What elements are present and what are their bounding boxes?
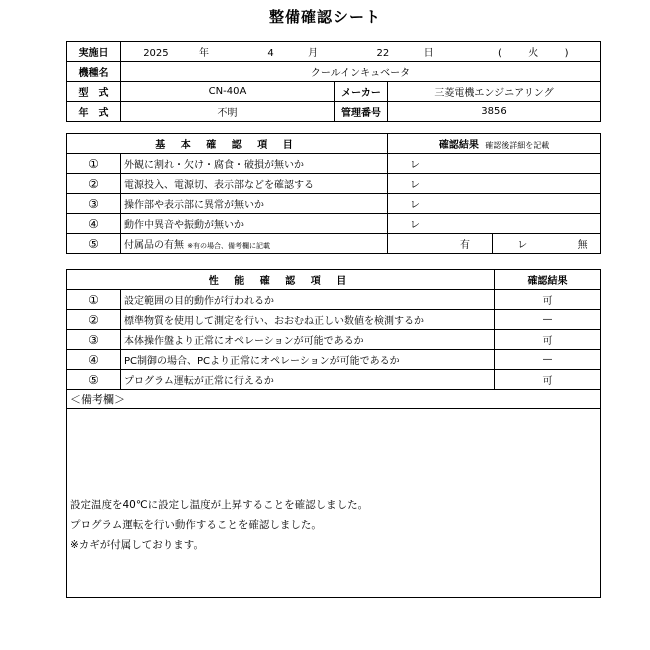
weekday-open: (	[498, 48, 502, 59]
remarks-label: ＜備考欄＞	[67, 390, 601, 409]
table-row	[67, 194, 601, 214]
item-number: ①	[67, 154, 121, 174]
accessory-no-cell	[493, 234, 601, 254]
accessory-yes: 有	[388, 234, 493, 254]
basic-header-row	[67, 134, 601, 154]
item-result: 可	[495, 370, 601, 390]
item-number: ②	[67, 174, 121, 194]
item-number: ⑤	[67, 370, 121, 390]
remarks-line: プログラム運転を行い動作することを確認しました。	[70, 519, 322, 531]
remarks-line: 設定温度を40℃に設定し温度が上昇することを確認しました。	[70, 499, 369, 511]
basic-result-label: 確認結果	[438, 140, 479, 151]
accessory-row	[67, 234, 601, 254]
table-row	[67, 214, 601, 234]
year-label: 年 式	[67, 102, 121, 122]
accessory-no: 無	[577, 240, 588, 251]
table-row	[67, 290, 601, 310]
item-result: —	[495, 310, 601, 330]
table-row	[67, 174, 601, 194]
remarks-line: ※カギが付属しております。	[70, 539, 204, 551]
mgmt-value: 3856	[388, 102, 601, 122]
date-day: 22	[376, 48, 390, 59]
table-row	[67, 310, 601, 330]
item-result: レ	[388, 154, 601, 174]
table-row	[67, 350, 601, 370]
performance-header-row	[67, 270, 601, 290]
page-title: 整備確認シート	[268, 8, 381, 26]
basic-header-label: 基 本 確 認 項 目	[67, 134, 388, 154]
info-table	[66, 41, 601, 122]
type-row	[67, 82, 601, 102]
item-number: ③	[67, 330, 121, 350]
weekday-value: 火	[528, 48, 539, 59]
item-number: ④	[67, 350, 121, 370]
item-text: 動作中異音や振動が無いか	[121, 214, 388, 234]
accessory-note: ※有の場合、備考欄に記載	[187, 242, 271, 250]
item-result: レ	[388, 194, 601, 214]
item-text: 外観に割れ・欠け・腐食・破損が無いか	[121, 154, 388, 174]
date-month: 4	[267, 48, 274, 59]
table-row	[67, 154, 601, 174]
item-text: PC制御の場合、PCより正常にオペレーションが可能であるか	[121, 350, 495, 370]
model-name-label: 機種名	[67, 62, 121, 82]
type-value: CN-40A	[121, 82, 335, 102]
item-text: 電源投入、電源切、表示部などを確認する	[121, 174, 388, 194]
model-name-row	[67, 62, 601, 82]
item-result: レ	[388, 214, 601, 234]
model-name-value: クールインキュベータ	[121, 62, 601, 82]
item-result: レ	[388, 174, 601, 194]
impl-date-label: 実施日	[67, 42, 121, 62]
item-number: ②	[67, 310, 121, 330]
date-month-unit: 月	[308, 48, 319, 59]
date-row	[67, 42, 601, 62]
year-row	[67, 102, 601, 122]
remarks-body	[67, 409, 601, 598]
item-number: ③	[67, 194, 121, 214]
basic-check-table	[66, 133, 601, 254]
item-result: 可	[495, 330, 601, 350]
accessory-mark: レ	[517, 240, 528, 251]
date-year-unit: 年	[199, 48, 210, 59]
remarks-row	[67, 409, 601, 598]
table-row	[67, 330, 601, 350]
performance-header-label: 性 能 確 認 項 目	[67, 270, 495, 290]
accessory-label: 付属品の有無	[124, 240, 184, 251]
item-text: 設定範囲の目的動作が行われるか	[121, 290, 495, 310]
remarks-lines	[70, 495, 597, 555]
remarks-header-row	[67, 390, 601, 409]
item-text: プログラム運転が正常に行えるか	[121, 370, 495, 390]
basic-result-header	[388, 134, 601, 154]
item-text: 標準物質を使用して測定を行い、おおむね正しい数値を検測するか	[121, 310, 495, 330]
mgmt-label: 管理番号	[335, 102, 388, 122]
item-number: ①	[67, 290, 121, 310]
impl-date-value	[121, 42, 601, 62]
year-value: 不明	[121, 102, 335, 122]
performance-check-table	[66, 269, 601, 598]
date-day-unit: 日	[423, 48, 434, 59]
table-row	[67, 370, 601, 390]
item-text: 操作部や表示部に異常が無いか	[121, 194, 388, 214]
performance-result-label: 確認結果	[495, 270, 601, 290]
type-label: 型 式	[67, 82, 121, 102]
item-text	[121, 234, 388, 254]
item-number: ④	[67, 214, 121, 234]
basic-result-note: 確認後詳細を記載	[485, 141, 550, 150]
item-result: 可	[495, 290, 601, 310]
item-result: —	[495, 350, 601, 370]
item-text: 本体操作盤より正常にオペレーションが可能であるか	[121, 330, 495, 350]
weekday-close: )	[564, 48, 569, 59]
maker-value: 三菱電機エンジニアリング	[388, 82, 601, 102]
date-year: 2025	[143, 48, 169, 59]
item-number: ⑤	[67, 234, 121, 254]
maker-label: メーカー	[335, 82, 388, 102]
